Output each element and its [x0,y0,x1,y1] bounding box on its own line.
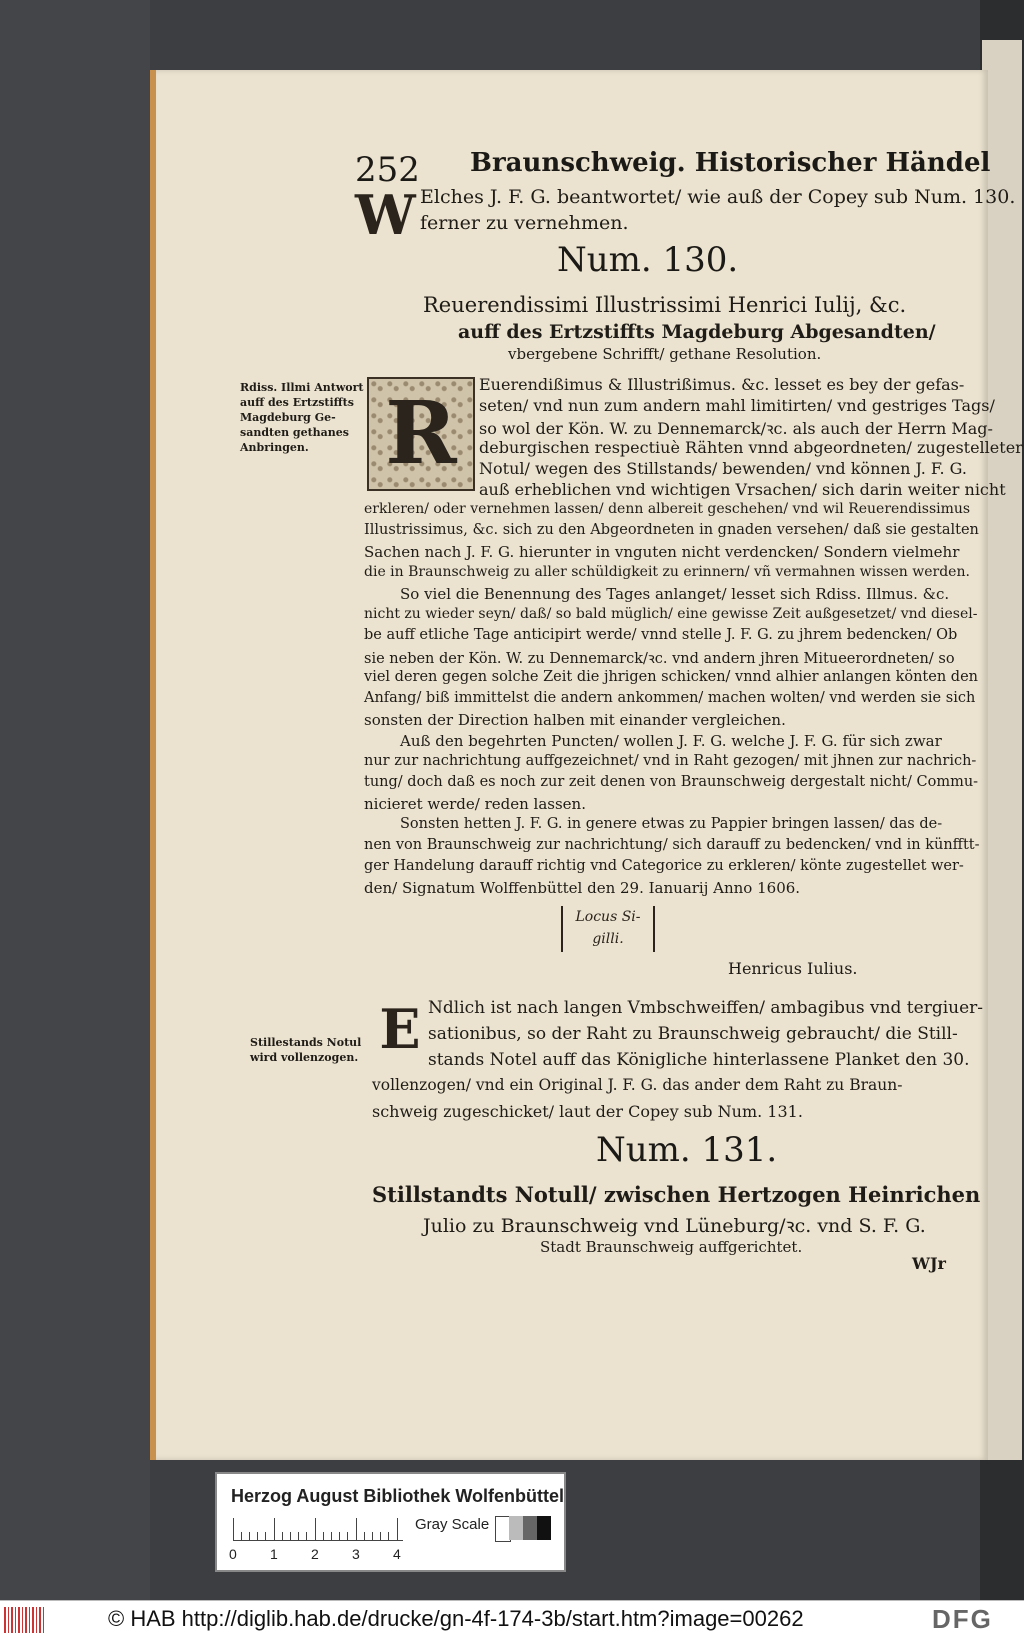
catchword: WJr [912,1254,946,1273]
body-line: Illustrissimus, &c. sich zu den Abgeordneten in gnaden versehen/ daß sie gestalten [364,522,979,538]
ruler-tick [274,1518,275,1540]
body-line: nen von Braunschweig zur nachrichtung/ sich darauff zu bedencken/ vnd in künfftt- [364,837,980,853]
ruler-tick [397,1518,398,1540]
marginal-note [240,380,364,455]
ruler-number: 1 [270,1546,278,1562]
seal-text: gilli. [592,931,624,947]
ruler-tick [249,1532,250,1540]
gray-swatch [523,1516,537,1540]
ruler-tick [306,1532,307,1540]
marginal-note-line: auff des Ertzstiffts [240,396,354,409]
body-line: vollenzogen/ vnd ein Original J. F. G. das ander dem Raht zu Braun- [372,1076,903,1094]
section-number-130: Num. 130. [557,240,739,280]
body-line: den/ Signatum Wolffenbüttel den 29. Ianuarij Anno 1606. [364,879,801,897]
ruler-tick [290,1532,291,1540]
scale-ruler [233,1518,403,1541]
ruler-tick [372,1532,373,1540]
body-line: erkleren/ oder vernehmen lassen/ denn albereit geschehen/ vnd wil Reuerendissimus [364,501,971,517]
ruler-tick [257,1532,258,1540]
body-line: deburgischen respectiuè Rähten vnnd abgeordneten/ zugestelleter [479,438,1023,457]
body-line: Euerendißimus & Illustrißimus. &c. lesset es bey der gefas- [479,375,965,394]
ruler-tick [241,1532,242,1540]
ruler-tick [323,1532,324,1540]
section-title-line: Stillstandts Notull/ zwischen Hertzogen Heinrichen [372,1182,981,1207]
ruler-tick [388,1532,389,1540]
seal-placeholder [561,906,655,952]
facing-page-edge [982,40,1022,1460]
ruler-tick [339,1532,340,1540]
ruler-number: 4 [393,1546,401,1562]
body-line: seten/ vnd nun zum andern mahl limitirten/ vnd gestriges Tags/ [479,396,995,415]
section-title-line: Stadt Braunschweig auffgerichtet. [540,1238,803,1256]
marginal-note-line: sandten gethanes [240,426,350,439]
body-line: viel deren gegen solche Zeit die jhrigen schicken/ vnnd alhier anlangen könten den [364,669,978,685]
body-line: nicht zu wieder seyn/ daß/ so bald müglich/ eine gewisse Zeit außgesetzet/ vnd diesel- [364,606,978,622]
ruler-tick [315,1518,316,1540]
ruler-tick [298,1532,299,1540]
marginal-note [250,1035,361,1065]
library-name: Herzog August Bibliothek Wolfenbüttel [231,1486,564,1506]
body-line: Anfang/ biß immittelst die andern ankommen/ machen wolten/ vnd werden sie sich [364,690,976,706]
ruler-tick [347,1532,348,1540]
marginal-note-line: wird vollenzogen. [250,1051,359,1064]
section-number-131: Num. 131. [596,1130,778,1170]
ruler-tick [265,1532,266,1540]
body-line: schweig zugeschicket/ laut der Copey sub Num. 131. [372,1102,803,1121]
body-line: Notul/ wegen des Stillstands/ bewenden/ vnd können J. F. G. [479,459,967,478]
body-line: nur zur nachrichtung auffgezeichnet/ vnd in Raht gezogen/ mit jhnen zur nachrich- [364,753,977,769]
body-line: nicieret werde/ reden lassen. [364,795,586,813]
ruler-number: 2 [311,1546,319,1562]
marginal-note-line: Magdeburg Ge- [240,411,336,424]
ruler-number: 0 [229,1546,237,1562]
ruler-tick [356,1518,357,1540]
section-title-line: Julio zu Braunschweig vnd Lüneburg/ꝛc. vnd S. F. G. [423,1215,926,1237]
gray-swatch [537,1516,551,1540]
seal-text: Locus Si- [575,909,641,925]
body-line: so wol der Kön. W. zu Dennemarck/ꝛc. als auch der Herrn Mag- [479,419,993,438]
ruler-tick [233,1518,234,1540]
gray-scale-label: Gray Scale [415,1516,490,1533]
body-line: sationibus, so der Raht zu Braunschweig gebraucht/ die Still- [428,1024,958,1044]
body-line: sonsten der Direction halben mit einander vergleichen. [364,711,786,729]
body-line: be auff etliche Tage anticipirt werde/ vnnd stelle J. F. G. zu jhrem bedencken/ Ob [364,627,958,643]
marginal-note-line: Rdiss. Illmi Antwort [240,381,364,394]
ornamental-drop-cap-r: R [367,377,475,491]
scan-reference-card [215,1472,566,1572]
drop-cap-w: W [355,183,416,247]
gray-swatch [509,1516,523,1540]
intro-line: ferner zu vernehmen. [420,212,629,234]
ruler-tick [331,1532,332,1540]
signature: Henricus Iulius. [728,959,858,978]
drop-cap-e: E [379,997,421,1061]
body-line: So viel die Benennung des Tages anlanget/ lesset sich Rdiss. Illmus. &c. [400,585,950,603]
body-line: sie neben der Kön. W. zu Dennemarck/ꝛc. vnd andern jhren Mitueerordneten/ so [364,651,955,667]
source-url[interactable]: © HAB http://diglib.hab.de/drucke/gn-4f-174-3b/start.htm?image=00262 [108,1606,804,1631]
ruler-tick [282,1532,283,1540]
ruler-number: 3 [352,1546,360,1562]
scanner-background-left [0,0,150,1600]
running-title: Braunschweig. Historischer Händel [470,148,991,178]
marginal-note-line: Stillestands Notul [250,1036,362,1049]
body-line: Ndlich ist nach langen Vmbschweiffen/ ambagibus vnd tergiuer- [428,998,984,1018]
body-line: Sachen nach J. F. G. hierunter in vnguten nicht verdencken/ Sondern vielmehr [364,543,960,561]
body-line: die in Braunschweig zu aller schüldigkeit zu erinnern/ vñ vermahnen wissen werden. [364,564,970,580]
hab-logo-icon [4,1607,46,1633]
body-line: tung/ doch daß es noch zur zeit denen von Braunschweig dergestalt nicht/ Commu- [364,774,979,790]
dfg-logo: DFG [932,1604,993,1634]
section-title-line: Reuerendissimi Illustrissimi Henrici Iulij, &c. [423,293,907,317]
page-number: 252 [355,150,420,190]
section-title-line: auff des Ertzstiffts Magdeburg Abgesandten/ [458,321,936,343]
intro-line: Elches J. F. G. beantwortet/ wie auß der Copey sub Num. 130. [420,186,1016,208]
footer-bar [0,1600,1024,1638]
section-title-line: vbergebene Schrifft/ gethane Resolution. [508,345,822,363]
ruler-tick [364,1532,365,1540]
body-line: Sonsten hetten J. F. G. in genere etwas zu Pappier bringen lassen/ das de- [400,816,943,832]
body-line: auß erheblichen vnd wichtigen Vrsachen/ sich darin weiter nicht [479,480,1006,499]
body-line: ger Handelung darauff richtig vnd Categorice zu erkleren/ könte zugestellet wer- [364,858,964,874]
body-line: Auß den begehrten Puncten/ wollen J. F. G. welche J. F. G. für sich zwar [400,732,942,750]
body-line: stands Notel auff das Königliche hinterlassene Planket den 30. [428,1050,970,1070]
marginal-note-line: Anbringen. [240,441,309,454]
ruler-tick [380,1532,381,1540]
